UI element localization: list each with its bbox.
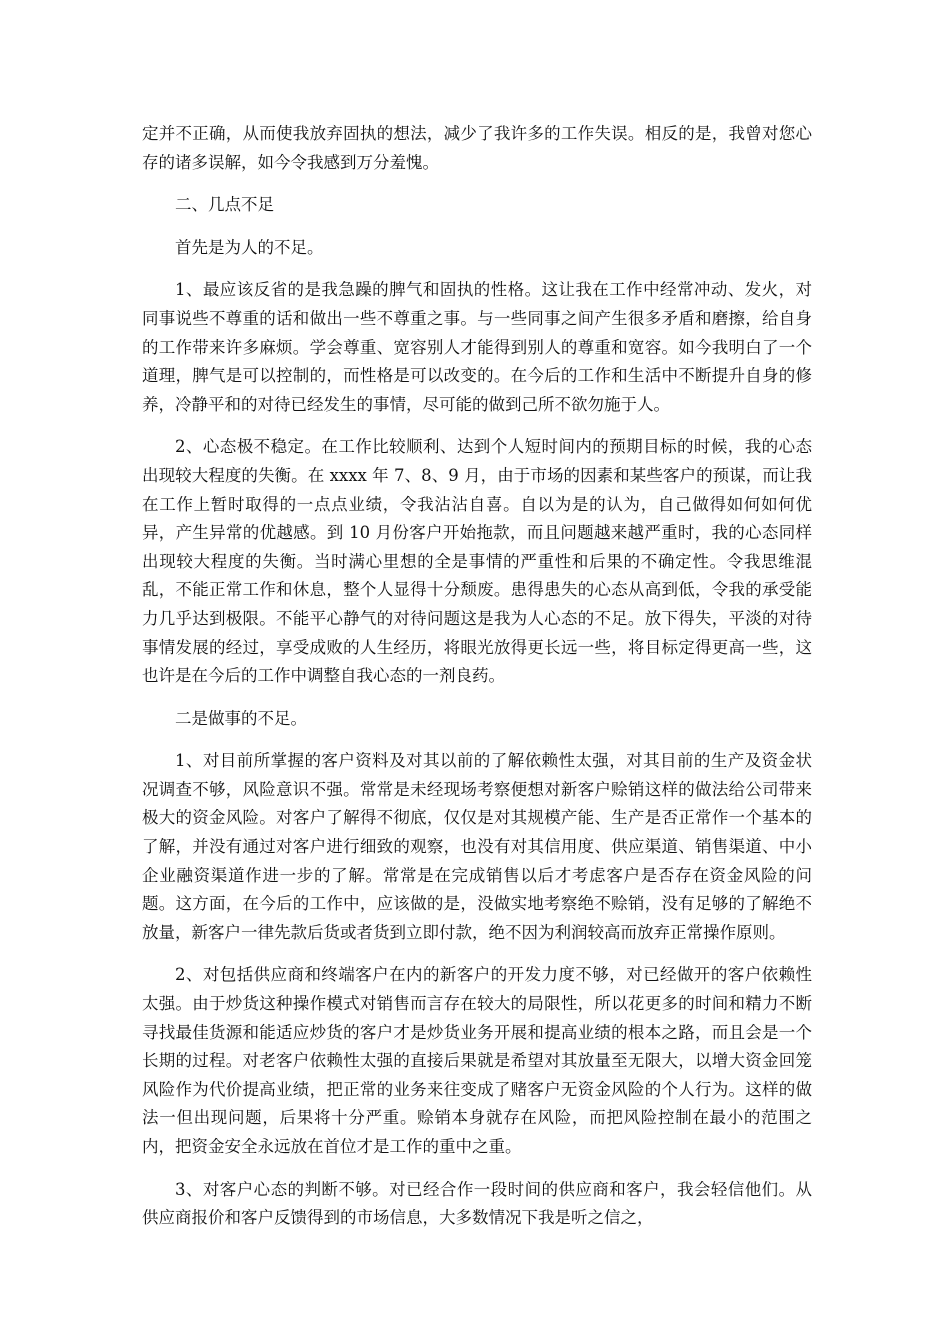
document-body	[142, 120, 812, 1247]
paragraph-mindset: 2、心态极不稳定。在工作比较顺利、达到个人短时间内的预期目标的时候，我的心态出现较大程度的失衡。在 xxxx 年 7、8、9 月，由于市场的因素和某些客户的预谋，而让我在工作上暂时取得的一点点业绩，令我沾沾自喜。自以为是的认为，自己做得如何如何优异，产生异常的优越感。到 10 月份客户开始拖款，而且问题越来越严重时，我的心态同样出现较大程度的失衡。当时满心里想的全是事情的严重性和后果的不确定性。令我思维混乱，不能正常工作和休息，整个人显得十分颓废。患得患失的心态从高到低，令我的承受能力几乎达到极限。不能平心静气的对待问题这是我为人心态的不足。放下得失，平淡的对待事情发展的经过，享受成败的人生经历，将眼光放得更长远一些，将目标定得更高一些，这也许是在今后的工作中调整自我心态的一剂良药。	[142, 437, 812, 686]
subheading-work-shortcomings: 二是做事的不足。	[175, 708, 307, 728]
paragraph-temper: 1、最应该反省的是我急躁的脾气和固执的性格。这让我在工作中经常冲动、发火，对同事说些不尊重的话和做出一些不尊重之事。与一些同事之间产生很多矛盾和磨擦，给自身的工作带来许多麻烦。学会尊重、宽容别人才能得到别人的尊重和宽容。如今我明白了一个道理，脾气是可以控制的，而性格是可以改变的。在今后的工作和生活中不断提升自身的修养，冷静平和的对待已经发生的事情，尽可能的做到己所不欲勿施于人。	[142, 280, 812, 414]
paragraph-client-judgment: 3、对客户心态的判断不够。对已经合作一段时间的供应商和客户，我会轻信他们。从供应商报价和客户反馈得到的市场信息，大多数情况下我是听之信之，	[142, 1179, 812, 1228]
paragraph-new-clients: 2、对包括供应商和终端客户在内的新客户的开发力度不够，对已经做开的客户依赖性太强。由于炒货这种操作模式对销售而言存在较大的局限性，所以花更多的时间和精力不断寻找最佳货源和能适应炒货的客户才是炒货业务开展和提高业绩的根本之路，而且会是一个长期的过程。对老客户依赖性太强的直接后果就是希望对其放量至无限大，以增大资金回笼风险作为代价提高业绩，把正常的业务来往变成了赌客户无资金风险的个人行为。这样的做法一但出现问题，后果将十分严重。赊销本身就存在风险，而把风险控制在最小的范围之内，把资金安全永远放在首位才是工作的重中之重。	[142, 965, 812, 1156]
subheading-personal-shortcomings: 首先是为人的不足。	[175, 237, 324, 257]
paragraph-continuation: 定并不正确，从而使我放弃固执的想法，减少了我许多的工作失误。相反的是，我曾对您心存的诸多误解，如今令我感到万分羞愧。	[142, 124, 812, 172]
section-heading-shortcomings: 二、几点不足	[175, 195, 274, 215]
paragraph-client-data: 1、对目前所掌握的客户资料及对其以前的了解依赖性太强，对其目前的生产及资金状况调查不够，风险意识不强。常常是未经现场考察便想对新客户赊销这样的做法给公司带来极大的资金风险。对客户了解得不彻底，仅仅是对其规模产能、生产是否正常作一个基本的了解，并没有通过对客户进行细致的观察，也没有对其信用度、供应渠道、销售渠道、中小企业融资渠道作进一步的了解。常常是在完成销售以后才考虑客户是否存在资金风险的问题。这方面，在今后的工作中，应该做的是，没做实地考察绝不赊销，没有足够的了解绝不放量，新客户一律先款后货或者货到立即付款，绝不因为利润较高而放弃正常操作原则。	[142, 751, 812, 942]
